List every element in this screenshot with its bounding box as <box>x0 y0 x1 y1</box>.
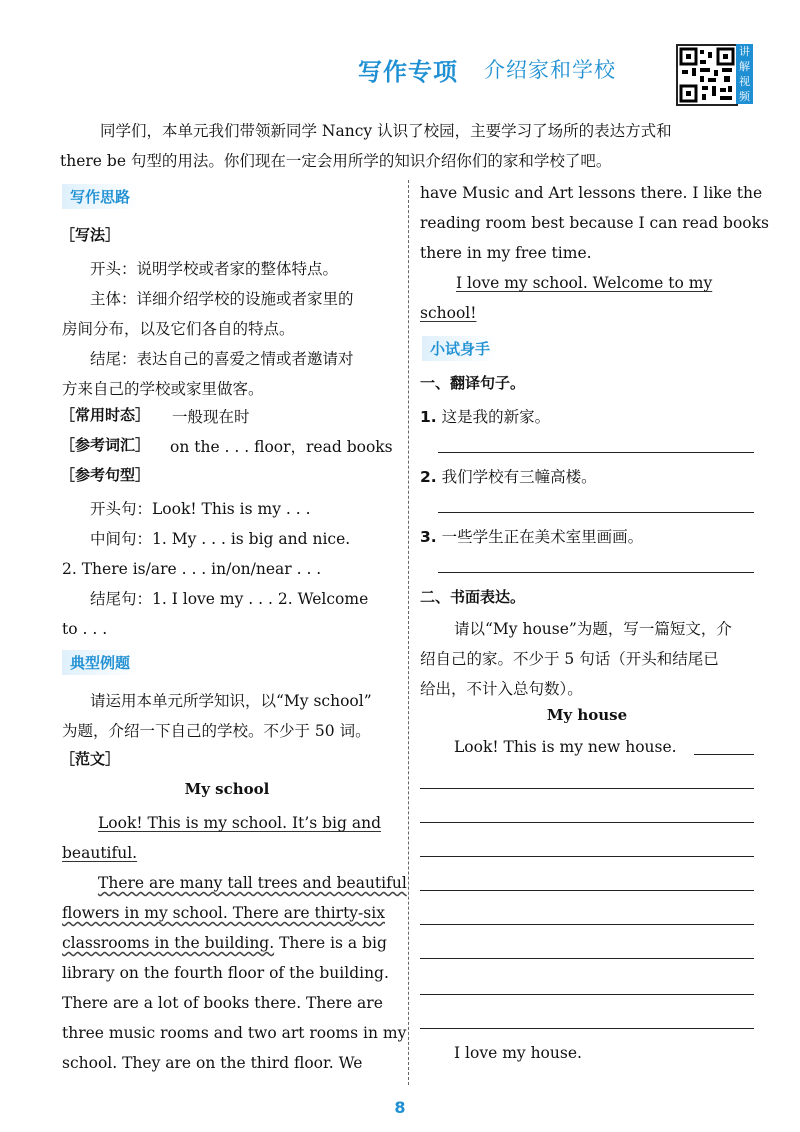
writing-task-line-3: 给出，不计入总句数）。 <box>420 680 583 698</box>
video-explanation-label: 讲解视频 <box>736 44 753 104</box>
method-line-1: 开头：说明学校或者家的整体特点。 <box>90 260 339 278</box>
essay-line-9: school. They are on the third floor. We <box>62 1054 363 1072</box>
sentence-pattern-1: 开头句：Look! This is my . . . <box>90 500 311 518</box>
sentence-pattern-label: ［参考句型］ <box>60 466 151 484</box>
writing-line-start[interactable] <box>694 754 754 755</box>
section-writing-ideas: 写作思路 <box>62 184 138 209</box>
part2-heading: 二、书面表达。 <box>420 588 526 606</box>
writing-line-3[interactable] <box>420 856 754 857</box>
column-divider <box>408 180 409 1085</box>
tense-label: ［常用时态］ <box>60 406 151 424</box>
essay-line-3: There are many tall trees and beautiful <box>98 874 407 892</box>
essay-line-8: three music rooms and two art rooms in my <box>62 1024 407 1042</box>
writing-task-line-1: 请以“My house”为题，写一篇短文，介 <box>454 620 732 638</box>
qr-code-icon[interactable] <box>676 44 738 106</box>
writing-line-6[interactable] <box>420 958 754 959</box>
sentence-pattern-5: to . . . <box>62 620 108 638</box>
essay-line-5 <box>62 928 387 958</box>
essay-title: My school <box>184 780 270 798</box>
question-1-number: 1. <box>420 408 437 426</box>
writing-line-4[interactable] <box>420 890 754 891</box>
answer-line-2[interactable] <box>438 512 754 513</box>
writing-task-line-2: 绍自己的家。不少于 5 句话（开头和结尾已 <box>420 650 719 668</box>
essay-cont-line-3: there in my free time. <box>420 244 592 262</box>
question-1-text: 这是我的新家。 <box>441 408 551 426</box>
method-line-3: 房间分布，以及它们各自的特点。 <box>62 320 295 338</box>
vocab-value: on the . . . floor，read books <box>170 438 393 456</box>
method-line-4: 结尾：表达自己的喜爱之情或者邀请对 <box>90 350 354 368</box>
essay-cont-line-1: have Music and Art lessons there. I like the <box>420 184 763 202</box>
essay-line-5-underlined: classrooms in the building. <box>62 934 275 952</box>
writing-line-2[interactable] <box>420 822 754 823</box>
essay-line-6: library on the fourth floor of the building. <box>62 964 389 982</box>
question-2-text: 我们学校有三幢高楼。 <box>441 468 597 486</box>
method-line-5: 方来自己的学校或家里做客。 <box>62 380 264 398</box>
writing-line-8[interactable] <box>420 1028 754 1029</box>
section-typical-example: 典型例题 <box>62 650 138 675</box>
vocab-label: ［参考词汇］ <box>60 436 151 454</box>
example-task-line-1: 请运用本单元所学知识，以“My school” <box>90 692 372 710</box>
example-task-line-2: 为题，介绍一下自己的学校。不少于 50 词。 <box>62 722 371 740</box>
page-subtitle: 介绍家和学校 <box>484 58 616 82</box>
essay-end-line-1: I love my school. Welcome to my <box>456 274 713 292</box>
essay-line-5-rest: There is a big <box>274 934 387 952</box>
question-2 <box>420 462 597 492</box>
writing-line-5[interactable] <box>420 924 754 925</box>
answer-line-1[interactable] <box>438 452 754 453</box>
sentence-pattern-4: 结尾句：1. I love my . . . 2. Welcome <box>90 590 369 608</box>
essay-line-4: flowers in my school. There are thirty-six <box>62 904 385 922</box>
intro-line-2: there be 句型的用法。你们现在一定会用所学的知识介绍你们的家和学校了吧。 <box>60 152 612 170</box>
sample-essay-label: ［范文］ <box>60 750 121 768</box>
section-try-it: 小试身手 <box>422 336 498 361</box>
essay-line-2: beautiful. <box>62 844 138 862</box>
page-number: 8 <box>394 1098 406 1117</box>
writing-essay-title: My house <box>546 706 628 724</box>
intro-line-1: 同学们，本单元我们带领新同学 Nancy 认识了校园，主要学习了场所的表达方式和 <box>100 122 672 140</box>
writing-line-1[interactable] <box>420 788 754 789</box>
method-label: ［写法］ <box>60 226 121 244</box>
essay-end-line-2: school! <box>420 304 477 322</box>
writing-start-sentence: Look! This is my new house. <box>454 738 677 756</box>
sentence-pattern-3: 2. There is/are . . . in/on/near . . . <box>62 560 322 578</box>
essay-cont-line-2: reading room best because I can read books <box>420 214 769 232</box>
question-3-number: 3. <box>420 528 437 546</box>
question-1 <box>420 402 550 432</box>
question-3-text: 一些学生正在美术室里画画。 <box>441 528 644 546</box>
writing-end-sentence: I love my house. <box>454 1044 582 1062</box>
answer-line-3[interactable] <box>438 572 754 573</box>
essay-line-7: There are a lot of books there. There are <box>62 994 383 1012</box>
writing-line-7[interactable] <box>420 994 754 995</box>
question-2-number: 2. <box>420 468 437 486</box>
essay-line-1: Look! This is my school. It’s big and <box>98 814 382 832</box>
question-3 <box>420 522 643 552</box>
page-title: 写作专项 <box>358 58 458 86</box>
tense-value: 一般现在时 <box>172 408 250 426</box>
part1-heading: 一、翻译句子。 <box>420 374 526 392</box>
sentence-pattern-2: 中间句：1. My . . . is big and nice. <box>90 530 351 548</box>
method-line-2: 主体：详细介绍学校的设施或者家里的 <box>90 290 354 308</box>
